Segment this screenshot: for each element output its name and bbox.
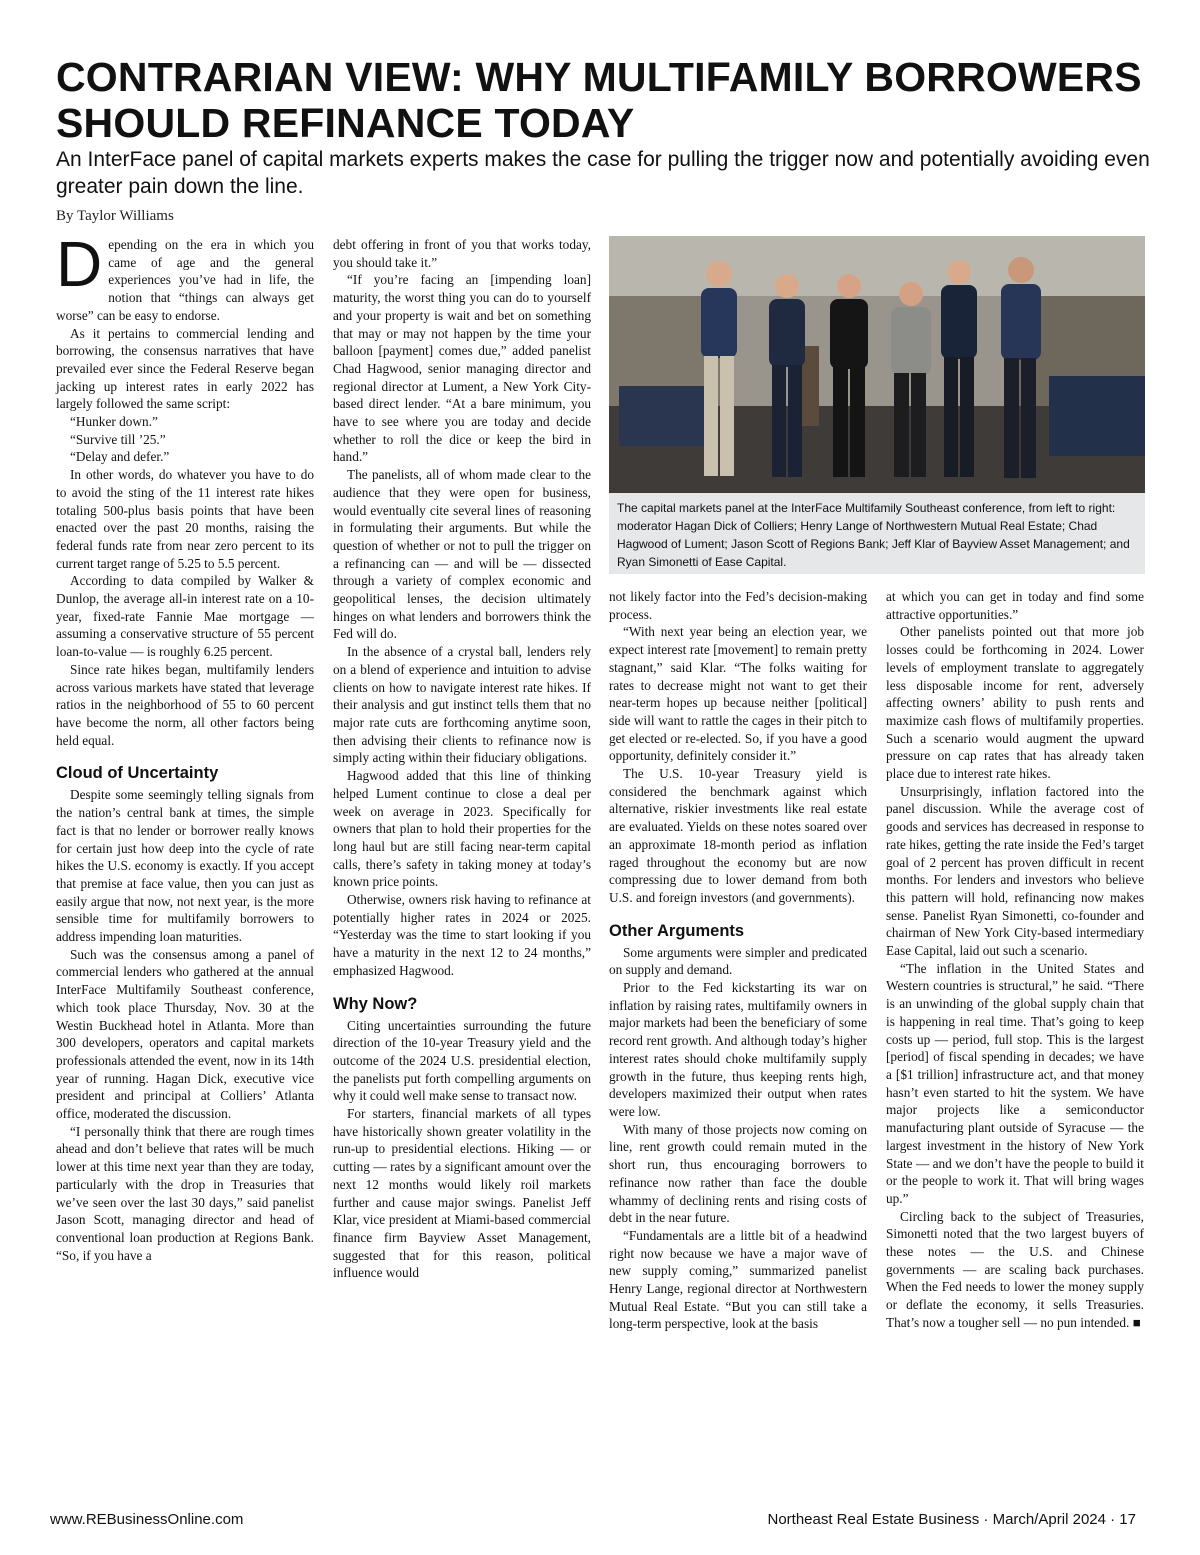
paragraph: Prior to the Fed kickstarting its war on inflation by raising rates, multifamily owners in major markets had been the beneficiary of some record rent growth. And although today’s higher interest rates should choke multifamily supply growth in the future, thus keeping rents high, developers maximized their output when rates were low. [609,980,867,1119]
paragraph: Otherwise, owners risk having to refinance at potentially higher rates in 2024 or 2025. “Yesterday was the time to start looking if you have a maturity in the next 12 to 24 months,” emphasized Hagwood. [333,892,591,978]
paragraph: In other words, do whatever you have to do to avoid the sting of the 11 interest rate hikes totaling 500-plus basis points that have been enacted over the past 20 months, raising the federal funds rate from near zero percent to its current target range of 5.25 to 5.5 percent. [56,467,314,571]
paragraph: Hagwood added that this line of thinking helped Lument continue to close a deal per week on average in 2023. Specifically for owners that plan to hold their properties for the long haul but are still facing near-term capital calls, there’s safety in taking money at today’s known price points. [333,768,591,890]
section-heading: Other Arguments [609,921,745,940]
section-heading: Cloud of Uncertainty [56,764,219,783]
paragraph: “Fundamentals are a little bit of a headwind right now because we have a major wave of new supply coming,” summarized panelist Henry Lange, regional director at Northwestern Mutual Real Estate. “But you can still take a long-term perspective, look at the basis [609,1227,867,1332]
article-column-1 [56,228,314,1264]
paragraph: “I personally think that there are rough times ahead and don’t believe that rates will be much lower at this time next year than they are today, particularly with the drop in Treasuries that we’ve seen over the last 30 days,” said panelist Jason Scott, managing director and head of conventional loan production at Regions Bank. “So, if you have a [56,1123,314,1263]
paragraph: “With next year being an election year, we expect interest rate [movement] to remain pretty stagnant,” said Klar. “The folks waiting for rates to decrease might not want to get their near-term hopes up because neither [political] side will want to rattle the cages in their pitch to get elected or re-elected. So, if you have a good opportunity, definitely consider it.” [609,624,867,764]
article-column-4 [886,588,1144,1332]
paragraph-text: epending on the era in which you came of age and the general experiences you’ve had in life, the notion that “things can always get worse” can be easy to endorse. [56,237,314,323]
panel-photo [609,236,1145,493]
headline: CONTRARIAN VIEW: WHY MULTIFAMILY BORROWERS SHOULD REFINANCE TODAY [56,54,1142,146]
paragraph: As it pertains to commercial lending and borrowing, the consensus narratives that have prevailed ever since the Federal Reserve began jacking up interest rates in early 2022 has largely followed the same script: [56,325,314,412]
paragraph: Unsurprisingly, inflation factored into the panel discussion. While the average cost of goods and services has decreased in response to rate hikes, getting the rate inside the Fed’s target goal of 2 percent has proven difficult in recent months. For lenders and investors who believe this pattern will hold, refinancing now makes sense. Panelist Ryan Simonetti, co-founder and chairman of New York City-based intermediary Ease Capital, laid out such a scenario. [886,783,1144,959]
paragraph: “The inflation in the United States and Western countries is structural,” he said. “There is an unwinding of the global supply chain that is happening in real time. That’s going to keep costs up — period, full stop. This is the largest [period] of fiscal spending in decades; we have a [$1 trillion] infrastructure act, and that money hasn’t even started to hit the system. We have major projects like a semiconductor manufacturing plant outside of Syracuse — the largest investment in the history of New York State — and we don’t have the people to build it or the people to work it. That will bring wages up.” [886,960,1144,1206]
article-column-2 [333,236,591,1282]
paragraph: In the absence of a crystal ball, lenders rely on a blend of experience and intuition to advise clients on how to navigate interest rate hikes. If their analysis and gut instinct tells them that no major rate cuts are forthcoming anytime soon, then advising their clients to refinance now is simply acting within their fiduciary obligations. [333,644,591,766]
paragraph: Despite some seemingly telling signals from the nation’s central bank at times, the simple fact is that no lender or borrower really knows for certain just how deep into the cycle of rate hikes the U.S. economy is exactly. If you accept that premise at face value, then you can just as easily argue that now, not next year, is the more sensible time for multifamily borrowers to address impending loan maturities. [56,787,314,945]
paragraph [56,228,314,325]
drop-cap: D [56,228,103,300]
paragraph: debt offering in front of you that works today, you should take it.” [333,237,591,270]
paragraph: “Hunker down.” [70,414,158,430]
photo-caption: The capital markets panel at the InterFace Multifamily Southeast conference, from left to right: moderator Hagan Dick of Colliers; Henry Lange of Northwestern Mutual Real Estate; Chad Hagwood of Lument; Jason Scott of Regions Bank; Jeff Klar of Bayview Asset Management; and Ryan Simonetti of Ease Capital. [617,501,1130,569]
paragraph: “If you’re facing an [impending loan] maturity, the worst thing you can do to yourself and your property is wait and bet on something that may or may not happen by the time your balloon [payment] comes due,” added panelist Chad Hagwood, senior managing director and regional director at Lument, a New York City-based direct lender. “At a bare minimum, you have to see where you are today and decide whether to roll the dice or keep the bird in hand.” [333,272,591,465]
section-heading: Why Now? [333,994,418,1013]
panel-photo-illustration [609,236,1145,493]
paragraph: Circling back to the subject of Treasuries, Simonetti noted that the two largest buyers of these notes — the U.S. and Chinese governments — are scaling back purchases. When the Fed needs to lower the money supply or deflate the economy, it sells Treasuries. That’s now a tougher sell — no pun intended. ■ [886,1208,1144,1330]
paragraph: at which you can get in today and find some attractive opportunities.” [886,589,1144,622]
paragraph: Citing uncertainties surrounding the future direction of the 10-year Treasury yield and the outcome of the 2024 U.S. presidential election, the panelists put forth compelling arguments on why it could well make sense to transact now. [333,1017,591,1104]
byline: By Taylor Williams [56,208,174,224]
paragraph: Other panelists pointed out that more job losses could be forthcoming in 2024. Lower levels of employment translate to aggregately less disposable income for rent, adversely affecting owners’ ability to push rents and maximize cash flows of multifamily properties. Such a scenario would augment the upward pressure on cap rates that has already taken place due to interest rate hikes. [886,624,1144,782]
paragraph: For starters, financial markets of all types have historically shown greater volatility in the run-up to presidential elections. Hiking — or cutting — rates by a significant amount over the next 12 months would likely roil markets further and cause major swings. Panelist Jeff Klar, vice president at Miami-based commercial finance firm Bayview Asset Management, suggested that for this reason, political influence would [333,1106,591,1281]
footer-website: www.REBusinessOnline.com [50,1511,244,1528]
photo-block [609,236,1145,574]
paragraph: “Delay and defer.” [70,449,170,465]
paragraph: According to data compiled by Walker & Dunlop, the average all-in interest rate on a 10-year, fixed-rate Fannie Mae mortgage — assuming a conservative structure of 55 percent loan-to-value — is roughly 6.25 percent. [56,573,314,660]
paragraph: Some arguments were simpler and predicated on supply and demand. [609,944,867,978]
paragraph: With many of those projects now coming on line, rent growth could remain muted in the short run, thus encouraging borrowers to refinance now rather than face the double whammy of declining rents and rising costs of debt in the near future. [609,1121,867,1226]
paragraph: Since rate hikes began, multifamily lenders across various markets have stated that leverage ratios in the neighborhood of 55 to 60 percent have become the norm, all other factors being held equal. [56,661,314,748]
footer-issue-info: Northeast Real Estate Business · March/April 2024 · 17 [767,1511,1136,1528]
paragraph: “Survive till ’25.” [70,431,166,447]
paragraph: Such was the consensus among a panel of commercial lenders who gathered at the annual InterFace Multifamily Southeast conference, which took place Thursday, Nov. 30 at the Westin Buckhead hotel in Atlanta. More than 300 developers, operators and capital markets professionals attended the event, now in its 14th year of running. Hagan Dick, executive vice president and principal at Colliers’ Atlanta office, moderated the discussion. [56,946,314,1122]
paragraph: not likely factor into the Fed’s decision-making process. [609,589,867,622]
paragraph: The panelists, all of whom made clear to the audience that they were open for business, would eventually cite several lines of reasoning in formulating their arguments. But while the question of whether or not to pull the trigger on a refinancing can — and will be — dissected through a variety of complex economic and geopolitical lenses, the decision ultimately hinges on what lenders and borrowers think the Fed will do. [333,467,591,642]
paragraph: The U.S. 10-year Treasury yield is considered the benchmark against which alternative, riskier investments like real estate are evaluated. Yields on these notes soared over an approximate 18-month period as inflation raged throughout the economy but are now compressing due to lower demand from both U.S. and foreign investors (and governments). [609,766,867,905]
subheadline: An InterFace panel of capital markets experts makes the case for pulling the trigger now and potentially avoiding even greater pain down the line. [56,148,1150,198]
article-column-3 [609,588,867,1333]
